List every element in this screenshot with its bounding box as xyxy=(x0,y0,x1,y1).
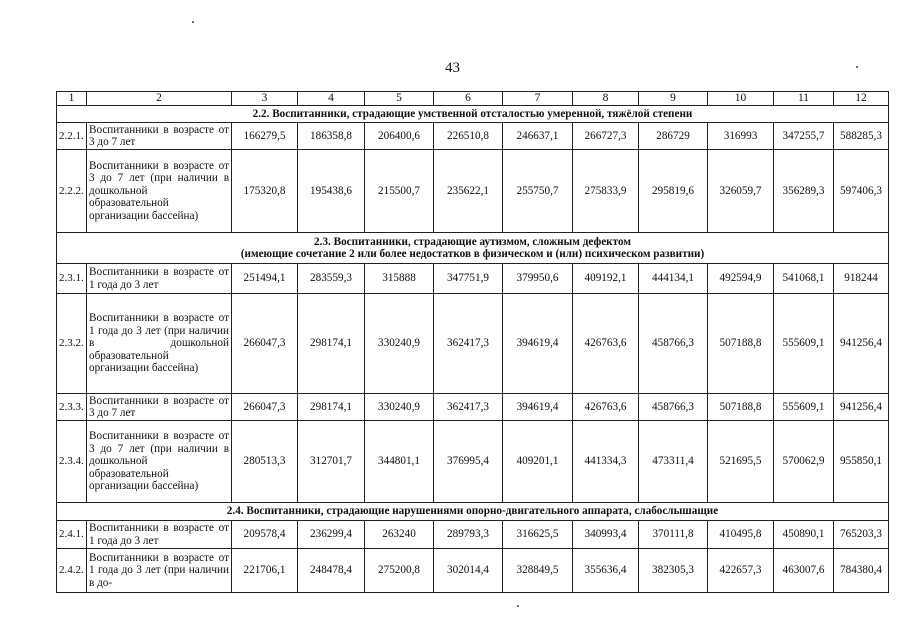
value-cell: 255750,7 xyxy=(503,150,573,233)
value-cell: 941256,4 xyxy=(834,294,889,394)
value-cell: 175320,8 xyxy=(232,150,298,233)
section-title-line: 2.2. Воспитанники, страдающие умственной отсталостью умеренной, тяжёлой степени xyxy=(252,107,693,120)
table-row xyxy=(57,123,889,150)
column-number: 10 xyxy=(708,92,774,106)
value-cell: 356289,3 xyxy=(774,150,834,233)
row-name: Воспитанники в возрасте от 1 года до 3 лет xyxy=(87,521,232,549)
value-cell: 330240,9 xyxy=(365,294,434,394)
value-cell: 298174,1 xyxy=(298,294,365,394)
column-number: 1 xyxy=(57,92,87,106)
value-cell: 251494,1 xyxy=(232,264,298,294)
column-number: 5 xyxy=(365,92,434,106)
row-code: 2.3.4. xyxy=(57,421,87,503)
value-cell: 784380,4 xyxy=(834,549,889,593)
value-cell: 422657,3 xyxy=(708,549,774,593)
value-cell: 295819,6 xyxy=(639,150,708,233)
tariff-table xyxy=(56,91,889,593)
page-number: 43 xyxy=(445,60,460,76)
value-cell: 394619,4 xyxy=(503,394,573,421)
value-cell: 266727,3 xyxy=(573,123,639,150)
value-cell: 507188,8 xyxy=(708,394,774,421)
section-header-row xyxy=(57,503,889,521)
value-cell: 195438,6 xyxy=(298,150,365,233)
value-cell: 280513,3 xyxy=(232,421,298,503)
value-cell: 166279,5 xyxy=(232,123,298,150)
row-code: 2.2.1. xyxy=(57,123,87,150)
value-cell: 289793,3 xyxy=(434,521,503,549)
value-cell: 570062,9 xyxy=(774,421,834,503)
row-name: Воспитанники в возрасте от 3 до 7 лет xyxy=(87,123,232,150)
column-number: 6 xyxy=(434,92,503,106)
row-name: Воспитанники в возрасте от 1 года до 3 лет (при наличии в дошкольной образовательной организации бассейна) xyxy=(87,294,232,394)
value-cell: 555609,1 xyxy=(774,294,834,394)
value-cell: 235622,1 xyxy=(434,150,503,233)
value-cell: 344801,1 xyxy=(365,421,434,503)
value-cell: 492594,9 xyxy=(708,264,774,294)
value-cell: 588285,3 xyxy=(834,123,889,150)
value-cell: 941256,4 xyxy=(834,394,889,421)
section-title xyxy=(57,106,889,123)
value-cell: 521695,5 xyxy=(708,421,774,503)
value-cell: 298174,1 xyxy=(298,394,365,421)
section-title xyxy=(57,503,889,521)
value-cell: 221706,1 xyxy=(232,549,298,593)
value-cell: 362417,3 xyxy=(434,294,503,394)
value-cell: 507188,8 xyxy=(708,294,774,394)
section-title-line: 2.3. Воспитанники, страдающие аутизмом, сложным дефектом xyxy=(314,235,631,248)
value-cell: 409192,1 xyxy=(573,264,639,294)
column-number: 9 xyxy=(639,92,708,106)
value-cell: 450890,1 xyxy=(774,521,834,549)
section-title-line: 2.4. Воспитанники, страдающие нарушениями опорно-двигательного аппарата, слабослышащие xyxy=(226,505,719,518)
value-cell: 266047,3 xyxy=(232,394,298,421)
row-code: 2.4.1. xyxy=(57,521,87,549)
value-cell: 226510,8 xyxy=(434,123,503,150)
column-number: 7 xyxy=(503,92,573,106)
section-header-row xyxy=(57,233,889,264)
column-number: 8 xyxy=(573,92,639,106)
scan-speck xyxy=(856,66,858,68)
table-body xyxy=(57,92,889,593)
column-number: 11 xyxy=(774,92,834,106)
value-cell: 541068,1 xyxy=(774,264,834,294)
scan-speck xyxy=(192,21,194,23)
value-cell: 955850,1 xyxy=(834,421,889,503)
column-number: 12 xyxy=(834,92,889,106)
column-number: 4 xyxy=(298,92,365,106)
table-row xyxy=(57,264,889,294)
value-cell: 382305,3 xyxy=(639,549,708,593)
value-cell: 316625,5 xyxy=(503,521,573,549)
value-cell: 315888 xyxy=(365,264,434,294)
row-code: 2.3.2. xyxy=(57,294,87,394)
value-cell: 355636,4 xyxy=(573,549,639,593)
value-cell: 312701,7 xyxy=(298,421,365,503)
value-cell: 209578,4 xyxy=(232,521,298,549)
column-number: 3 xyxy=(232,92,298,106)
row-code: 2.2.2. xyxy=(57,150,87,233)
value-cell: 409201,1 xyxy=(503,421,573,503)
value-cell: 362417,3 xyxy=(434,394,503,421)
row-code: 2.3.3. xyxy=(57,394,87,421)
table-row xyxy=(57,394,889,421)
value-cell: 248478,4 xyxy=(298,549,365,593)
value-cell: 555609,1 xyxy=(774,394,834,421)
value-cell: 458766,3 xyxy=(639,294,708,394)
section-header-row xyxy=(57,106,889,123)
value-cell: 441334,3 xyxy=(573,421,639,503)
value-cell: 340993,4 xyxy=(573,521,639,549)
row-code: 2.4.2. xyxy=(57,549,87,593)
table-row xyxy=(57,150,889,233)
value-cell: 236299,4 xyxy=(298,521,365,549)
value-cell: 302014,4 xyxy=(434,549,503,593)
value-cell: 444134,1 xyxy=(639,264,708,294)
row-name: Воспитанники в возрасте от 1 года до 3 лет xyxy=(87,264,232,294)
value-cell: 286729 xyxy=(639,123,708,150)
table-row xyxy=(57,521,889,549)
value-cell: 215500,7 xyxy=(365,150,434,233)
value-cell: 330240,9 xyxy=(365,394,434,421)
value-cell: 379950,6 xyxy=(503,264,573,294)
value-cell: 426763,6 xyxy=(573,394,639,421)
value-cell: 275200,8 xyxy=(365,549,434,593)
value-cell: 370111,8 xyxy=(639,521,708,549)
value-cell: 186358,8 xyxy=(298,123,365,150)
scan-speck xyxy=(517,605,519,607)
value-cell: 263240 xyxy=(365,521,434,549)
row-name: Воспитанники в возрасте от 1 года до 3 лет (при наличии в до- xyxy=(87,549,232,593)
row-name: Воспитанники в возрасте от 3 до 7 лет (при наличии в дошкольной образовательной организации бассейна) xyxy=(87,150,232,233)
section-title-line: (имеющие сочетание 2 или более недостатков в физическом и (или) психическом развитии) xyxy=(240,248,705,260)
value-cell: 765203,3 xyxy=(834,521,889,549)
table-row xyxy=(57,549,889,593)
value-cell: 918244 xyxy=(834,264,889,294)
value-cell: 473311,4 xyxy=(639,421,708,503)
value-cell: 410495,8 xyxy=(708,521,774,549)
value-cell: 246637,1 xyxy=(503,123,573,150)
value-cell: 426763,6 xyxy=(573,294,639,394)
value-cell: 328849,5 xyxy=(503,549,573,593)
column-number: 2 xyxy=(87,92,232,106)
value-cell: 376995,4 xyxy=(434,421,503,503)
value-cell: 275833,9 xyxy=(573,150,639,233)
value-cell: 283559,3 xyxy=(298,264,365,294)
column-number-row xyxy=(57,92,889,106)
value-cell: 316993 xyxy=(708,123,774,150)
row-name: Воспитанники в возрасте от 3 до 7 лет (при наличии в дошкольной образовательной организации бассейна) xyxy=(87,421,232,503)
row-name: Воспитанники в возрасте от 3 до 7 лет xyxy=(87,394,232,421)
value-cell: 266047,3 xyxy=(232,294,298,394)
value-cell: 347751,9 xyxy=(434,264,503,294)
value-cell: 347255,7 xyxy=(774,123,834,150)
value-cell: 326059,7 xyxy=(708,150,774,233)
value-cell: 206400,6 xyxy=(365,123,434,150)
value-cell: 394619,4 xyxy=(503,294,573,394)
table-row xyxy=(57,294,889,394)
value-cell: 458766,3 xyxy=(639,394,708,421)
section-title xyxy=(57,233,889,264)
row-code: 2.3.1. xyxy=(57,264,87,294)
value-cell: 463007,6 xyxy=(774,549,834,593)
table-row xyxy=(57,421,889,503)
value-cell: 597406,3 xyxy=(834,150,889,233)
